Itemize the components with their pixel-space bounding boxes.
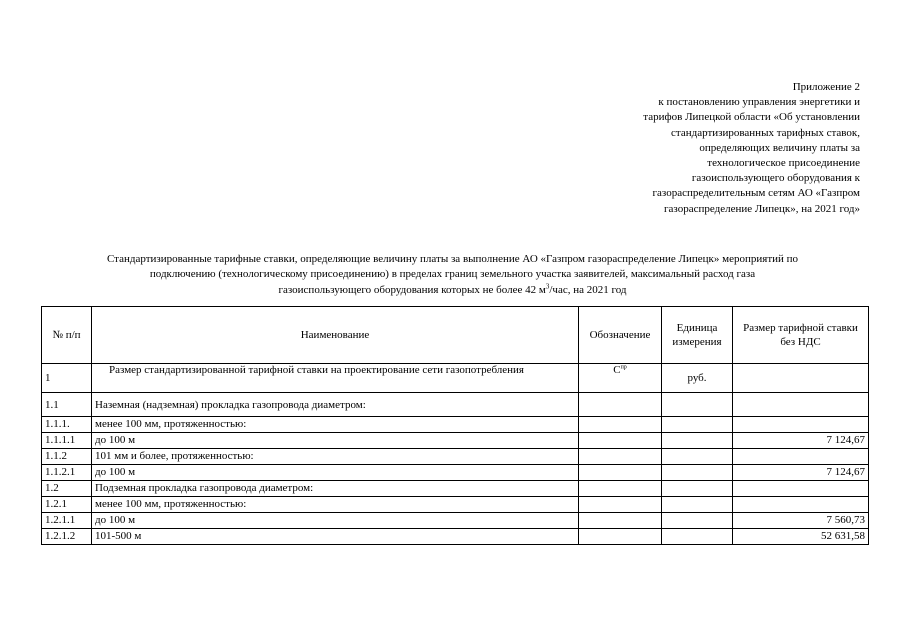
row-unit — [662, 393, 733, 417]
table-header-row — [42, 307, 869, 364]
appendix-line: тарифов Липецкой области «Об установлении — [643, 111, 860, 124]
row-value — [733, 497, 869, 513]
row-name: до 100 м — [92, 433, 579, 449]
row-unit — [662, 417, 733, 433]
row-value — [733, 364, 869, 393]
cubic-superscript: 3 — [545, 282, 550, 291]
designation-base: C — [613, 364, 621, 376]
header-rate: Размер тарифной ставки без НДС — [733, 307, 869, 364]
row-designation — [579, 449, 662, 465]
row-name: 101 мм и более, протяженностью: — [92, 449, 579, 465]
appendix-header — [560, 80, 860, 217]
appendix-line: газоиспользующего оборудования к — [691, 172, 860, 185]
row-num: 1.2 — [42, 481, 92, 497]
row-value: 52 631,58 — [733, 529, 869, 545]
table-row — [42, 433, 869, 449]
appendix-line: Приложение 2 — [792, 81, 860, 93]
row-num: 1.1.2.1 — [42, 465, 92, 481]
row-unit — [662, 513, 733, 529]
row-name: до 100 м — [92, 513, 579, 529]
tariff-rates-table — [41, 306, 869, 545]
table-row — [42, 393, 869, 417]
row-value — [733, 393, 869, 417]
row-unit: руб. — [662, 364, 733, 393]
row-designation — [579, 393, 662, 417]
appendix-line: технологическое присоединение — [707, 157, 860, 170]
title-line-2: подключению (технологическому присоединению) в пределах границ земельного участка заявителей, максимальный расход газа — [149, 268, 756, 281]
appendix-line: стандартизированных тарифных ставок, — [671, 126, 860, 139]
row-designation — [579, 513, 662, 529]
row-name: менее 100 мм, протяженностью: — [92, 417, 579, 433]
row-name: Размер стандартизированной тарифной ставки на проектирование сети газопотребления — [92, 364, 579, 393]
row-unit — [662, 433, 733, 449]
header-num: № п/п — [42, 307, 92, 364]
appendix-line: газораспределительным сетям АО «Газпром — [652, 187, 860, 200]
appendix-line: газораспределение Липецк», на 2021 год» — [664, 202, 860, 215]
row-name: менее 100 мм, протяженностью: — [92, 497, 579, 513]
table-row — [42, 513, 869, 529]
row-num: 1.2.1.2 — [42, 529, 92, 545]
appendix-line: определяющих величину платы за — [699, 141, 860, 154]
row-designation — [579, 497, 662, 513]
table-row — [42, 497, 869, 513]
row-value — [733, 481, 869, 497]
row-name: Наземная (надземная) прокладка газопровода диаметром: — [92, 393, 579, 417]
row-name: 101-500 м — [92, 529, 579, 545]
row-designation — [579, 481, 662, 497]
row-num: 1.1.1.1 — [42, 433, 92, 449]
row-value: 7 124,67 — [733, 465, 869, 481]
title-line-3 — [30, 283, 875, 298]
appendix-line: к постановлению управления энергетики и — [658, 96, 860, 109]
row-designation — [579, 364, 662, 393]
row-designation — [579, 529, 662, 545]
row-name: Подземная прокладка газопровода диаметром: — [92, 481, 579, 497]
row-num: 1 — [42, 364, 92, 393]
row-num: 1.1 — [42, 393, 92, 417]
title-line-3-prefix: газоиспользующего оборудования которых не более 42 м — [278, 283, 546, 296]
row-name: до 100 м — [92, 465, 579, 481]
header-designation: Обозначение — [579, 307, 662, 364]
row-num: 1.1.2 — [42, 449, 92, 465]
row-unit — [662, 481, 733, 497]
row-num: 1.1.1. — [42, 417, 92, 433]
table-row — [42, 364, 869, 393]
table-row — [42, 465, 869, 481]
row-unit — [662, 465, 733, 481]
row-designation — [579, 433, 662, 449]
designation-superscript: пр — [620, 364, 627, 371]
row-unit — [662, 529, 733, 545]
table-row — [42, 449, 869, 465]
header-name: Наименование — [92, 307, 579, 364]
row-num: 1.2.1.1 — [42, 513, 92, 529]
header-unit: Единица измерения — [662, 307, 733, 364]
table-row — [42, 529, 869, 545]
row-value — [733, 417, 869, 433]
row-unit — [662, 497, 733, 513]
row-value: 7 124,67 — [733, 433, 869, 449]
row-designation — [579, 465, 662, 481]
row-value: 7 560,73 — [733, 513, 869, 529]
row-designation — [579, 417, 662, 433]
row-unit — [662, 449, 733, 465]
table-row — [42, 417, 869, 433]
title-line-3-suffix: /час, на 2021 год — [549, 283, 627, 296]
row-value — [733, 449, 869, 465]
title-line-1: Стандартизированные тарифные ставки, определяющие величину платы за выполнение АО «Газпром газораспределение Липецк» мероприятий по — [106, 253, 799, 265]
table-row — [42, 481, 869, 497]
row-num: 1.2.1 — [42, 497, 92, 513]
document-title — [30, 252, 875, 298]
